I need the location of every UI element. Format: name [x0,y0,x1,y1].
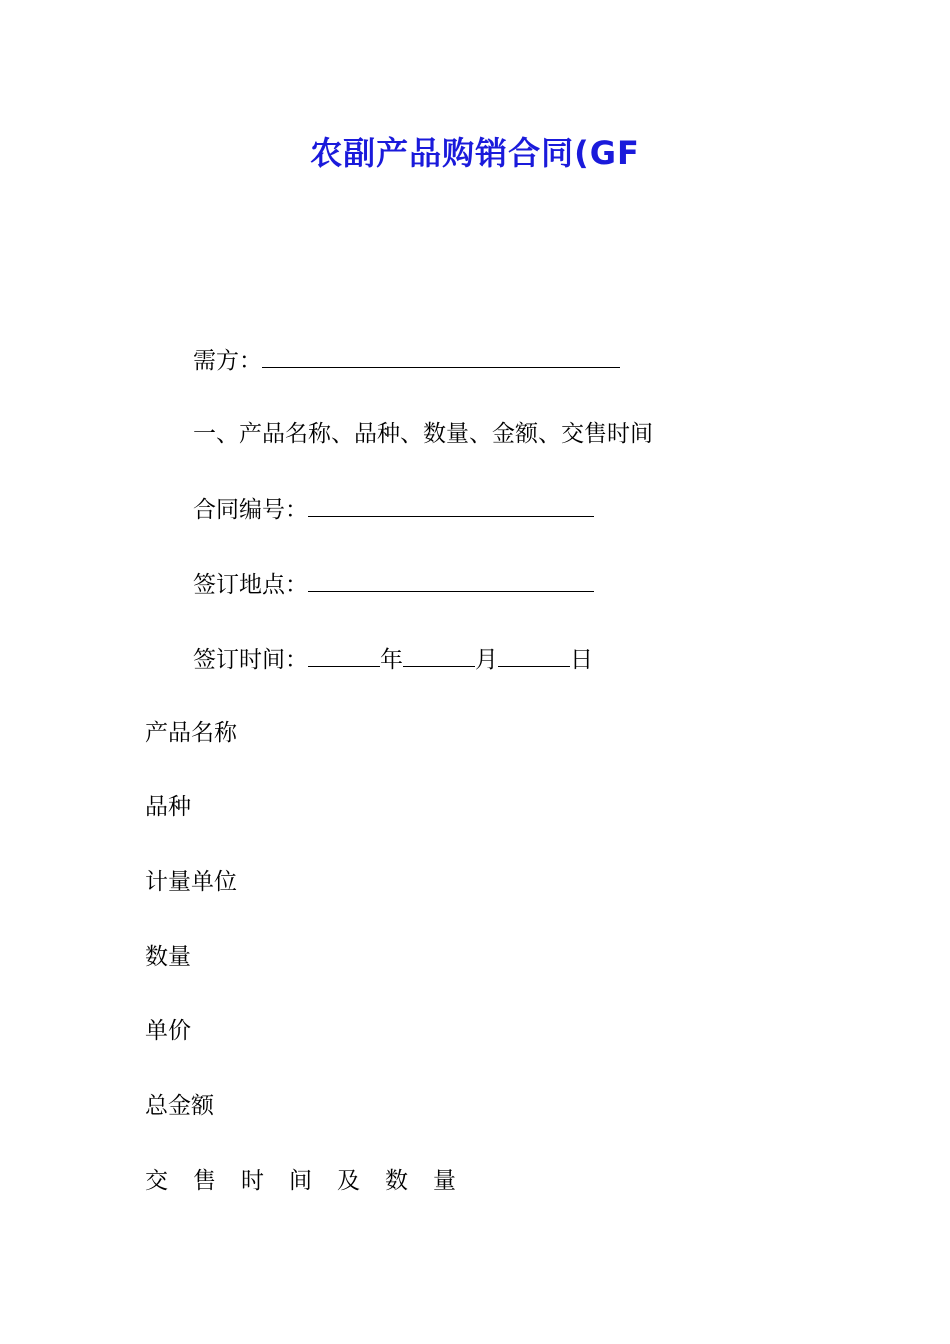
year-blank[interactable] [308,642,380,667]
char: 间 [289,1168,312,1194]
char: 时 [241,1168,264,1194]
sign-place-line [193,567,594,601]
month-label: 月 [475,647,498,673]
label-delivery-time-quantity [145,1165,457,1197]
label-variety: 品种 [145,794,191,820]
buyer-label: 需方： [193,348,262,374]
month-blank[interactable] [403,642,475,667]
label-total-amount: 总金额 [145,1093,214,1119]
sign-place-blank[interactable] [308,567,594,592]
char: 交 [145,1168,168,1194]
char: 数 [385,1168,408,1194]
char: 及 [337,1168,360,1194]
document-title: 农副产品购销合同(GF [310,134,640,172]
label-product-name: 产品名称 [145,720,237,746]
sign-time-line [193,642,593,676]
label-unit: 计量单位 [145,869,237,895]
label-quantity: 数量 [145,944,191,970]
contract-no-blank[interactable] [308,492,594,517]
char: 量 [433,1168,456,1194]
sign-time-label: 签订时间： [193,647,308,673]
year-label: 年 [380,647,403,673]
section-one-heading: 一、产品名称、品种、数量、金额、交售时间 [193,421,653,447]
contract-no-label: 合同编号： [193,497,308,523]
char: 售 [193,1168,216,1194]
label-unit-price: 单价 [145,1018,191,1044]
day-blank[interactable] [498,642,570,667]
buyer-blank[interactable] [262,343,620,368]
contract-no-line [193,492,594,526]
buyer-line [193,343,620,377]
day-label: 日 [570,647,593,673]
sign-place-label: 签订地点： [193,572,308,598]
